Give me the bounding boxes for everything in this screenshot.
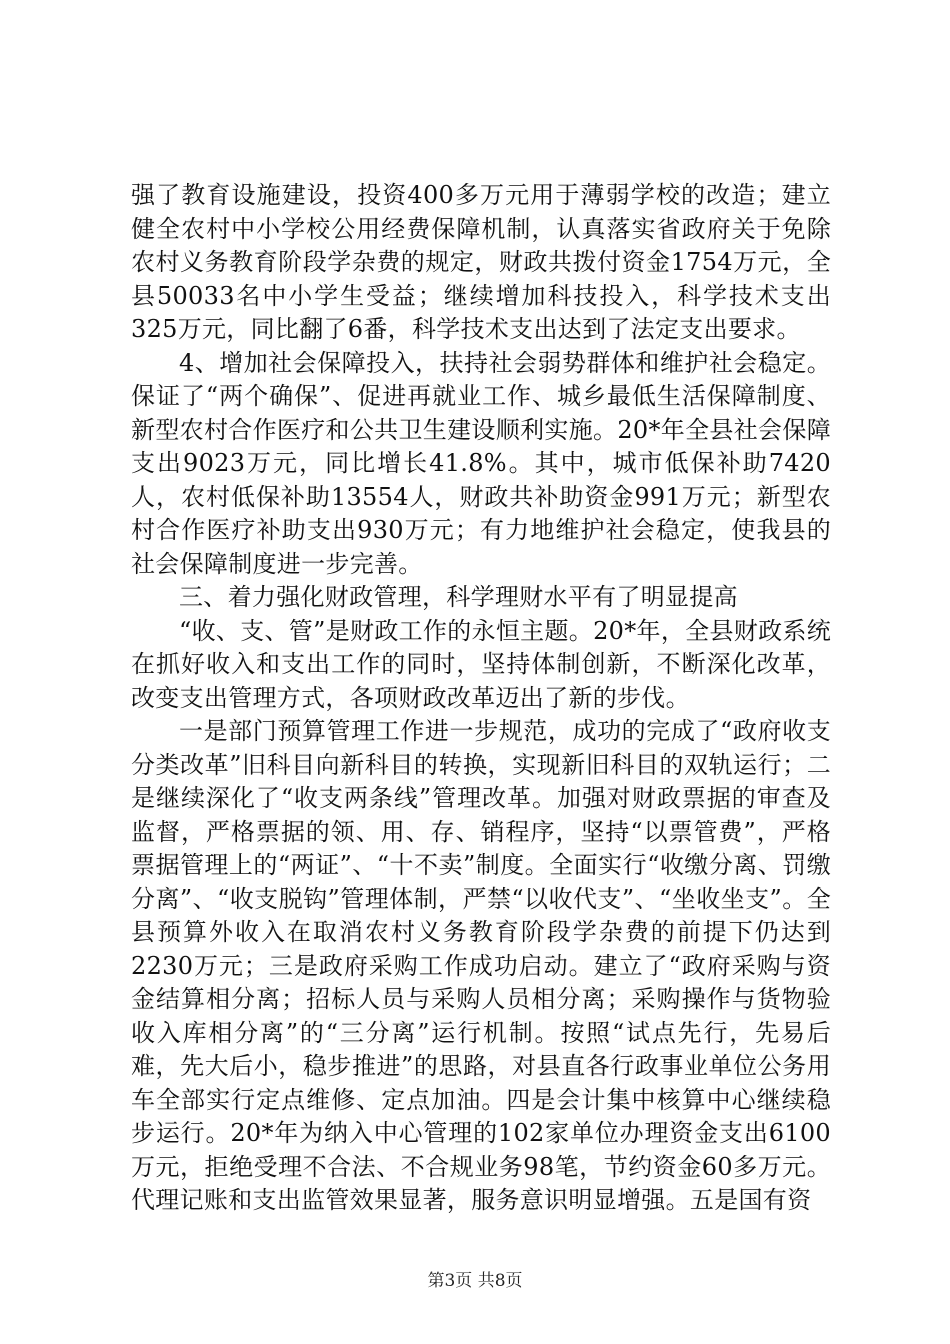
- paragraph-reforms: 一是部门预算管理工作进一步规范，成功的完成了“政府收支分类改革”旧科目向新科目的转换，实现新旧科目的双轨运行；二是继续深化了“收支两条线”管理改革。加强对财政票据的审查及监督，严格票据的领、用、存、销程序，坚持“以票管费”，严格票据管理上的“两证”、“十不卖”制度。全面实行“收缴分离、罚缴分离”、“收支脱钩”管理体制，严禁“以收代支”、“坐收坐支”。全县预算外收入在取消农村义务教育阶段学杂费的前提下仍达到2230万元；三是政府采购工作成功启动。建立了“政府采购与资金结算相分离；招标人员与采购人员相分离；采购操作与货物验收入库相分离”的“三分离”运行机制。按照“试点先行，先易后难，先大后小，稳步推进”的思路，对县直各行政事业单位公务用车全部实行定点维修、定点加油。四是会计集中核算中心继续稳步运行。20*年为纳入中心管理的102家单位办理资金支出6100万元，拒绝受理不合法、不合规业务98笔，节约资金60多万元。代理记账和支出监管效果显著，服务意识明显增强。五是国有资: [131, 717, 831, 1214]
- section-heading-finance-management: 三、着力强化财政管理，科学理财水平有了明显提高: [179, 583, 738, 611]
- paragraph-education: 强了教育设施建设，投资400多万元用于薄弱学校的改造；建立健全农村中小学校公用经费保障机制，认真落实省政府关于免除农村义务教育阶段学杂费的规定，财政共拨付资金1754万元，全县50033名中小学生受益；继续增加科技投入，科学技术支出325万元，同比翻了6番，科学技术支出达到了法定支出要求。: [131, 181, 831, 343]
- body-text: [131, 179, 831, 1218]
- page-footer: [0, 1271, 950, 1291]
- paragraph-social-security: 4、增加社会保障投入，扶持社会弱势群体和维护社会稳定。保证了“两个确保”、促进再就业工作、城乡最低生活保障制度、新型农村合作医疗和公共卫生建设顺利实施。20*年全县社会保障支出9023万元，同比增长41.8%。其中，城市低保补助7420人，农村低保补助13554人，财政共补助资金991万元；新型农村合作医疗补助支出930万元；有力地维护社会稳定，使我县的社会保障制度进一步完善。: [131, 348, 831, 578]
- page-number: 第3页 共8页: [427, 1271, 523, 1291]
- paragraph-finance-theme: “收、支、管”是财政工作的永恒主题。20*年，全县财政系统在抓好收入和支出工作的同时，坚持体制创新，不断深化改革，改变支出管理方式，各项财政改革迈出了新的步伐。: [131, 616, 831, 712]
